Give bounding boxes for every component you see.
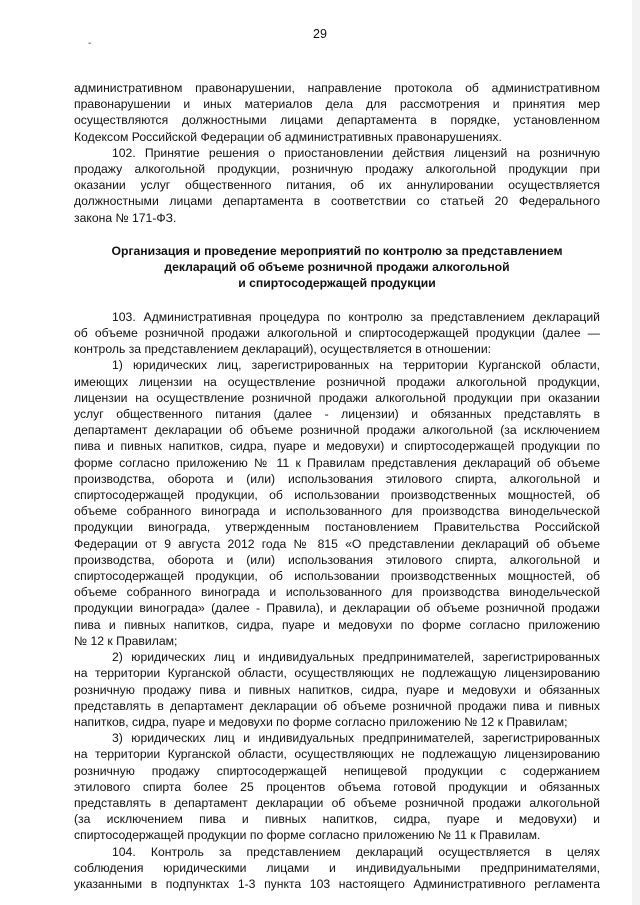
text-line: на территории Курганской области, осуществляющих не подлежащую лицензированию [74,747,600,762]
text-line: лицензии на осуществление розничной продажи алкогольной продукции при оказании [74,390,600,405]
paragraph [74,357,600,649]
text-line: соблюдения юридическими лицами и индивидуальными предпринимателями, [74,860,600,875]
text-line: 2) юридических лиц и индивидуальных предпринимателей, зарегистрированных [112,650,600,665]
scan-mark: - [88,38,92,49]
text-line: пива и пивных напитков, сидра, пуаре и медовухи по форме согласно приложению [74,617,600,632]
text-line: пива и пивных напитков, сидра, пуаре и медовухи) и спиртосодержащей продукции по [74,439,600,454]
text-line: объеме собранного винограда и использованного для производства винодельческой [74,504,600,519]
section-heading [74,243,600,291]
text-line: департамент декларации об объеме розничной продажи алкогольной (за исключением [74,423,600,438]
paragraph [74,844,600,893]
text-line: производства, оборота и (или) использования этилового спирта, алкогольной и [74,552,600,567]
text-line: продажу алкогольной продукции, розничную продажу алкогольной продукции при [74,162,600,177]
text-line: оказании услуг общественного питания, об их аннулировании осуществляется [74,178,600,193]
text-line: представлять в департамент декларации об объеме розничной продажи алкогольной [74,795,600,810]
text-line: продукции винограда» (далее - Правила), и декларации об объеме розничной продажи [74,601,600,616]
heading-line: Организация и проведение мероприятий по контролю за представлением [111,243,563,258]
text-line: этилового спирта более 25 процентов объема готовой продукции и обязанных [74,779,600,794]
text-line: контроль за представлением деклараций), осуществляется в отношении: [74,342,492,357]
paragraph [74,145,600,226]
text-line: представлять в департамент декларации об объеме розничной продажи пива и пивных [74,698,600,713]
text-line: (за исключением пива и пивных напитков, сидра, пуаре и медовухи) и [74,812,600,827]
text-line: продукции винограда, утвержденным постановлением Правительства Российской [74,520,600,535]
paragraph [74,649,600,730]
paragraph [74,309,600,358]
paragraph [74,730,600,843]
text-line: правонарушении и иных материалов дела для рассмотрения и принятия мер [74,97,600,112]
page-number: 29 [313,27,327,41]
text-line: форме согласно приложению № 11 к Правилам представления деклараций об объеме [74,455,600,470]
text-line: 1) юридических лиц, зарегистрированных на территории Курганской области, [112,358,600,373]
text-line: розничную продажу спиртосодержащей непищевой продукции с содержанием [74,763,600,778]
text-line: должностными лицами департамента в соответствии со статьей 20 Федерального [74,194,600,209]
document-body [74,80,600,892]
text-line: имеющих лицензии на осуществление розничной продажи алкогольной продукции, [74,374,600,389]
text-line: на территории Курганской области, осуществляющих не подлежащую лицензированию [74,666,600,681]
text-line: осуществляются должностными лицами департамента в порядке, установленном [74,113,600,128]
text-line: 102. Принятие решения о приостановлении действия лицензий на розничную [112,145,600,160]
heading-line: деклараций об объеме розничной продажи алкогольной [164,259,510,274]
text-line: спиртосодержащей продукции, об использовании производственных мощностей, об [74,488,600,503]
text-line: Федерации от 9 августа 2012 года № 815 «О представлении деклараций об объеме [74,536,600,551]
text-line: закона № 171-ФЗ. [74,210,177,225]
text-line: розничную продажу пива и пивных напитков, сидра, пуаре и медовухи и обязанных [74,682,600,697]
text-line: № 12 к Правилам; [74,633,178,648]
scan-edge [632,0,640,905]
text-line: указанными в подпунктах 1-3 пункта 103 настоящего Административного регламента [74,876,600,891]
text-line: спиртосодержащей продукции по форме согласно приложению № 11 к Правилам. [74,828,541,843]
text-line: напитков, сидра, пуаре и медовухи по форме согласно приложению № 12 к Правилам; [74,714,568,729]
text-line: спиртосодержащей продукции, об использовании производственных мощностей, об [74,569,600,584]
text-line: производства, оборота и (или) использования этилового спирта, алкогольной и [74,471,600,486]
text-line: административном правонарушении, направление протокола об административном [74,81,600,95]
text-line: 104. Контроль за представлением деклараций осуществляется в целях [112,844,600,859]
heading-line: и спиртосодержащей продукции [238,275,436,290]
text-line: Кодексом Российской Федерации об административных правонарушениях. [74,129,502,144]
text-line: услуг общественного питания (далее - лицензии) и обязанных представлять в [74,407,600,422]
paragraph [74,80,600,145]
text-line: объеме собранного винограда и использованного для производства винодельческой [74,585,600,600]
text-line: 3) юридических лиц и индивидуальных предпринимателей, зарегистрированных [112,731,600,746]
text-line: об объеме розничной продажи алкогольной и спиртосодержащей продукции (далее — [74,326,600,341]
text-line: 103. Административная процедура по контролю за представлением деклараций [112,309,600,324]
